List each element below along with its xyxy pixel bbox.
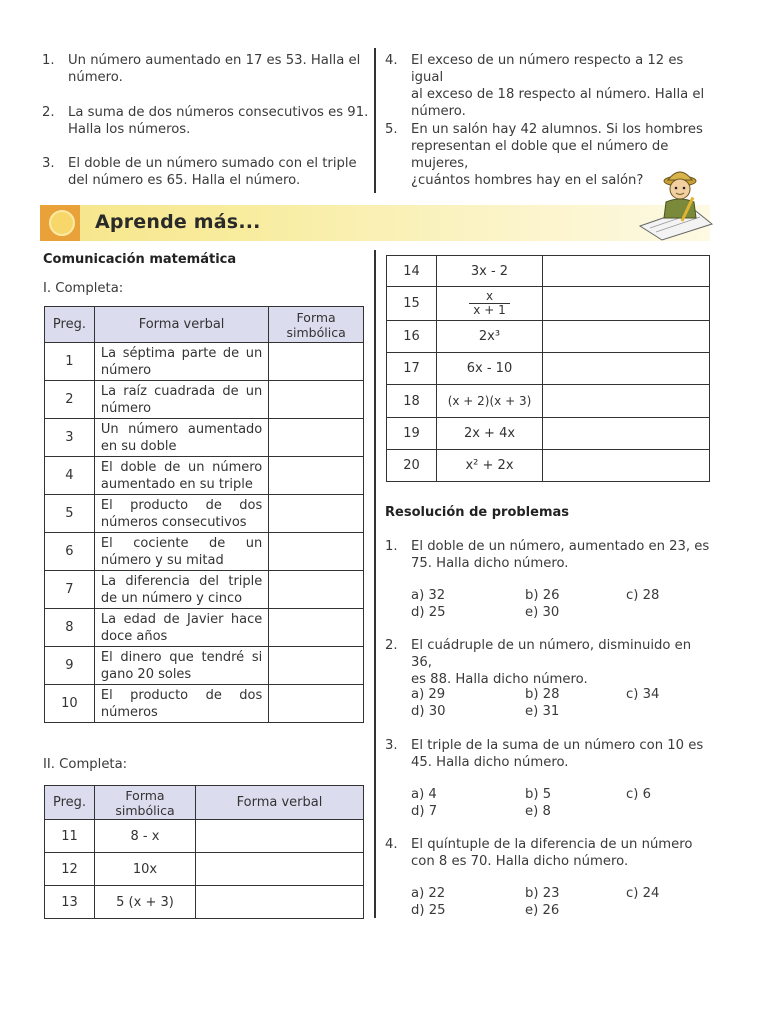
- column-divider: [374, 250, 376, 918]
- row-text: El dinero que tendré si gano 20 soles: [94, 647, 268, 685]
- table-row: [387, 321, 710, 353]
- row-number: 2: [45, 381, 95, 419]
- table-row: [45, 343, 364, 381]
- row-number: 7: [45, 571, 95, 609]
- problem-number: 4.: [385, 53, 398, 68]
- row-text: El cociente de un número y su mitad: [94, 533, 268, 571]
- row-text: Un número aumentado en su doble: [94, 419, 268, 457]
- problem-line: El doble de un número, aumentado en 23, es: [411, 539, 710, 554]
- table-row: [45, 533, 364, 571]
- answer-cell[interactable]: [269, 609, 364, 647]
- column-header: Forma simbólica: [95, 786, 196, 820]
- problem-line: El quíntuple de la diferencia de un número: [411, 837, 693, 852]
- answer-cell[interactable]: [543, 385, 710, 418]
- aprende-mas-banner: [40, 205, 720, 241]
- problem-number: 5.: [385, 122, 398, 137]
- problem-line: número.: [68, 70, 123, 85]
- answer-cell[interactable]: [543, 353, 710, 385]
- table-forma-verbal: [44, 306, 364, 723]
- problem-line: al exceso de 18 respecto al número. Halla el: [411, 87, 705, 102]
- problem-number: 3.: [385, 738, 398, 753]
- problem-line: La suma de dos números consecutivos es 91.: [68, 105, 369, 120]
- problem-line: El cuádruple de un número, disminuido en 36,: [411, 638, 692, 670]
- problem-number: 2.: [42, 105, 55, 120]
- part-label-1: I. Completa:: [43, 281, 124, 296]
- column-header: Forma verbal: [94, 307, 268, 343]
- problem-line: En un salón hay 42 alumnos. Si los hombres: [411, 122, 703, 137]
- row-number: 5: [45, 495, 95, 533]
- answer-cell[interactable]: [543, 418, 710, 450]
- fraction-numerator: x: [469, 290, 509, 304]
- column-header: Forma verbal: [196, 786, 364, 820]
- answer-cell[interactable]: [269, 381, 364, 419]
- row-expression: x² + 2x: [437, 450, 543, 482]
- row-number: 12: [45, 853, 95, 886]
- row-expression: 8 - x: [95, 820, 196, 853]
- option-c[interactable]: c) 6: [626, 787, 651, 802]
- row-number: 11: [45, 820, 95, 853]
- option-e[interactable]: e) 30: [525, 605, 560, 620]
- table-row: [387, 450, 710, 482]
- fraction: [469, 290, 509, 317]
- option-a[interactable]: a) 22: [411, 886, 446, 901]
- answer-cell[interactable]: [269, 533, 364, 571]
- row-number: 1: [45, 343, 95, 381]
- problem-line: El doble de un número sumado con el triple: [68, 156, 357, 171]
- column-divider: [374, 48, 376, 193]
- option-c[interactable]: c) 28: [626, 588, 660, 603]
- row-number: 18: [387, 385, 437, 418]
- problem-line: 75. Halla dicho número.: [411, 556, 569, 571]
- table-row: [45, 886, 364, 919]
- row-expression: 3x - 2: [437, 256, 543, 287]
- row-number: 19: [387, 418, 437, 450]
- problem-line: ¿cuántos hombres hay en el salón?: [411, 173, 644, 188]
- answer-options: [411, 686, 711, 722]
- problem-number: 2.: [385, 638, 398, 653]
- row-expression: [437, 287, 543, 321]
- problem-line: representan el doble que el número de mujeres,: [411, 139, 669, 171]
- problem-number: 3.: [42, 156, 55, 171]
- row-text: El producto de dos números consecutivos: [94, 495, 268, 533]
- answer-cell[interactable]: [196, 886, 364, 919]
- answer-cell[interactable]: [196, 853, 364, 886]
- answer-cell[interactable]: [543, 287, 710, 321]
- part-label-2: II. Completa:: [43, 757, 128, 772]
- option-a[interactable]: a) 4: [411, 787, 437, 802]
- row-text: La séptima parte de un número: [94, 343, 268, 381]
- row-number: 4: [45, 457, 95, 495]
- answer-cell[interactable]: [196, 820, 364, 853]
- row-number: 8: [45, 609, 95, 647]
- table-row: [45, 381, 364, 419]
- option-e[interactable]: e) 8: [525, 804, 551, 819]
- problem-line: con 8 es 70. Halla dicho número.: [411, 854, 629, 869]
- table-row: [45, 685, 364, 723]
- table-row: [45, 853, 364, 886]
- table-row: [45, 609, 364, 647]
- student-character-icon: [636, 162, 716, 244]
- table-row: [45, 647, 364, 685]
- table-row: [387, 353, 710, 385]
- answer-cell[interactable]: [269, 571, 364, 609]
- row-text: La diferencia del triple de un número y cinco: [94, 571, 268, 609]
- answer-cell[interactable]: [269, 457, 364, 495]
- answer-cell[interactable]: [543, 321, 710, 353]
- fraction-denominator: x + 1: [473, 302, 506, 317]
- option-d[interactable]: d) 7: [411, 804, 438, 819]
- row-number: 9: [45, 647, 95, 685]
- answer-cell[interactable]: [269, 647, 364, 685]
- problem-line: Halla los números.: [68, 122, 191, 137]
- table-row: [45, 419, 364, 457]
- answer-options: [411, 587, 711, 623]
- answer-cell[interactable]: [543, 450, 710, 482]
- problem-line: Un número aumentado en 17 es 53. Halla el: [68, 53, 361, 68]
- row-text: El doble de un número aumentado en su triple: [94, 457, 268, 495]
- answer-cell[interactable]: [269, 343, 364, 381]
- row-number: 14: [387, 256, 437, 287]
- row-expression: 6x - 10: [437, 353, 543, 385]
- option-d[interactable]: d) 25: [411, 903, 446, 918]
- answer-cell[interactable]: [543, 256, 710, 287]
- table-row: [45, 571, 364, 609]
- option-d[interactable]: d) 30: [411, 704, 446, 719]
- row-number: 10: [45, 685, 95, 723]
- table-forma-simbolica: [44, 785, 364, 919]
- banner-circle-icon: [49, 210, 75, 236]
- problem-line: del número es 65. Halla el número.: [68, 173, 301, 188]
- column-header: Preg.: [45, 307, 95, 343]
- table-forma-simbolica-continuacion: [386, 255, 710, 482]
- row-expression: 5 (x + 3): [95, 886, 196, 919]
- option-e[interactable]: e) 31: [525, 704, 560, 719]
- column-header: Preg.: [45, 786, 95, 820]
- option-d[interactable]: d) 25: [411, 605, 446, 620]
- row-number: 16: [387, 321, 437, 353]
- row-number: 3: [45, 419, 95, 457]
- problem-line: es 88. Halla dicho número.: [411, 672, 588, 687]
- option-e[interactable]: e) 26: [525, 903, 560, 918]
- table-row: [45, 457, 364, 495]
- option-b[interactable]: b) 5: [525, 787, 552, 802]
- row-number: 17: [387, 353, 437, 385]
- option-b[interactable]: b) 23: [525, 886, 560, 901]
- problem-number: 4.: [385, 837, 398, 852]
- row-number: 15: [387, 287, 437, 321]
- option-c[interactable]: c) 34: [626, 687, 660, 702]
- table-row: [387, 418, 710, 450]
- problem-line: El exceso de un número respecto a 12 es igual: [411, 53, 684, 85]
- table-row: [45, 820, 364, 853]
- row-text: El producto de dos números: [94, 685, 268, 723]
- problem-line: El triple de la suma de un número con 10 es: [411, 738, 704, 753]
- answer-options: [411, 885, 711, 921]
- option-b[interactable]: b) 26: [525, 588, 560, 603]
- answer-options: [411, 786, 711, 822]
- table-row: [387, 287, 710, 321]
- row-expression: 2x + 4x: [437, 418, 543, 450]
- option-a[interactable]: a) 29: [411, 687, 446, 702]
- row-expression: (x + 2)(x + 3): [437, 385, 543, 418]
- problem-number: 1.: [42, 53, 55, 68]
- problem-line: 45. Halla dicho número.: [411, 755, 569, 770]
- row-number: 6: [45, 533, 95, 571]
- column-header: Forma simbólica: [269, 307, 364, 343]
- section-heading-resolucion: Resolución de problemas: [385, 505, 570, 520]
- table-row: [387, 385, 710, 418]
- row-number: 13: [45, 886, 95, 919]
- answer-cell[interactable]: [269, 495, 364, 533]
- option-b[interactable]: b) 28: [525, 687, 560, 702]
- row-number: 20: [387, 450, 437, 482]
- section-heading-comunicacion: Comunicación matemática: [43, 252, 237, 267]
- row-text: La edad de Javier hace doce años: [94, 609, 268, 647]
- problem-line: número.: [411, 104, 466, 119]
- option-c[interactable]: c) 24: [626, 886, 660, 901]
- banner-title: Aprende más...: [95, 211, 261, 233]
- row-text: La raíz cuadrada de un número: [94, 381, 268, 419]
- row-expression: 2x³: [437, 321, 543, 353]
- row-expression: 10x: [95, 853, 196, 886]
- answer-cell[interactable]: [269, 419, 364, 457]
- problem-number: 1.: [385, 539, 398, 554]
- table-row: [387, 256, 710, 287]
- answer-cell[interactable]: [269, 685, 364, 723]
- option-a[interactable]: a) 32: [411, 588, 446, 603]
- table-row: [45, 495, 364, 533]
